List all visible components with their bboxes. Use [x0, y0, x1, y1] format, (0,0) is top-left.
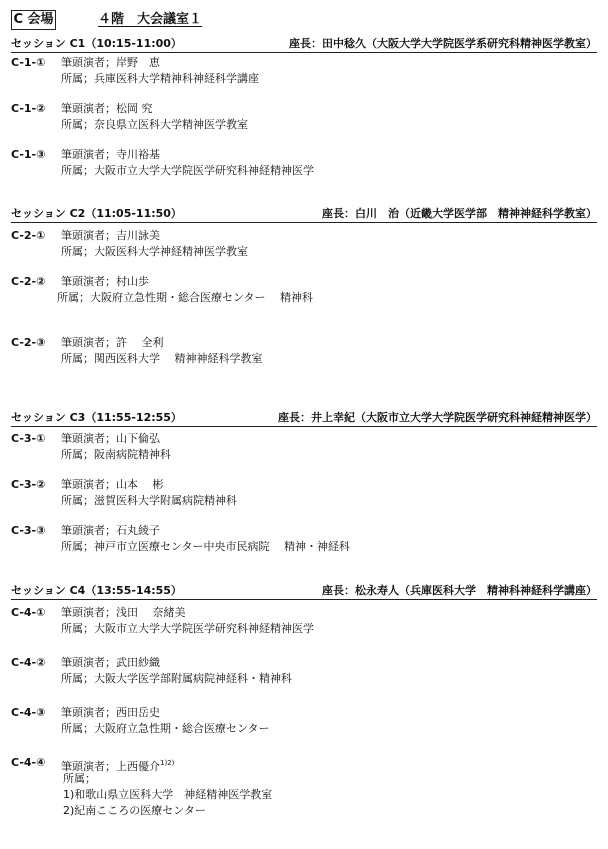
entry-presenter: 筆頭演者；許 全利	[61, 336, 164, 349]
entry-code: C-1-②	[11, 102, 46, 115]
room-title: ４階 大会議室１	[98, 12, 203, 27]
entry-affiliation: 所属；大阪府立急性期・総合医療センター	[61, 722, 270, 735]
venue-label: C 会場	[11, 10, 56, 30]
entry-code: C-4-①	[11, 606, 46, 619]
entry-presenter: 筆頭演者；村山歩	[61, 275, 149, 288]
session-header-c4	[11, 583, 597, 600]
entry-affiliation: 所属；関西医科大学 精神神経科学教室	[61, 352, 263, 365]
entry-code: C-1-③	[11, 148, 46, 161]
entry-affiliation: 所属；大阪市立大学大学院医学研究科神経精神医学	[61, 622, 314, 635]
session-header-c2	[11, 206, 597, 223]
entry-code: C-3-①	[11, 432, 46, 445]
session-header-c1	[11, 36, 597, 53]
session-title: セッション C3（11:55-12:55）	[11, 411, 182, 424]
entry-presenter: 筆頭演者；武田紗織	[61, 656, 160, 669]
entry-code: C-1-①	[11, 56, 46, 69]
entry-affiliation: 所属；阪南病院精神科	[61, 448, 171, 461]
entry-presenter: 筆頭演者；山本 彬	[61, 478, 164, 491]
session-chair: 座長：松永寿人（兵庫医科大学 精神科神経科学講座）	[322, 584, 597, 597]
entry-presenter: 筆頭演者；西田岳史	[61, 706, 160, 719]
entry-code: C-3-③	[11, 524, 46, 537]
entry-presenter: 筆頭演者；岸野 恵	[61, 56, 160, 69]
entry-presenter: 筆頭演者；石丸綾子	[61, 524, 160, 537]
presenter-name: 筆頭演者；上西優介	[61, 760, 160, 773]
session-chair: 座長：白川 治（近畿大学医学部 精神神経科学教室）	[322, 207, 597, 220]
session-title: セッション C4（13:55-14:55）	[11, 584, 182, 597]
entry-code: C-2-①	[11, 229, 46, 242]
entry-code: C-4-④	[11, 756, 46, 769]
entry-code: C-2-③	[11, 336, 46, 349]
entry-presenter: 筆頭演者；松岡 究	[61, 102, 153, 115]
entry-presenter: 筆頭演者；浅田 奈緒美	[61, 606, 186, 619]
session-chair: 座長：田中稔久（大阪大学大学院医学系研究科精神医学教室）	[289, 37, 597, 50]
entry-presenter: 筆頭演者；寺川裕基	[61, 148, 160, 161]
presenter-superscript: 1)2)	[160, 759, 175, 767]
entry-code: C-2-②	[11, 275, 46, 288]
entry-presenter: 筆頭演者；吉川詠美	[61, 229, 160, 242]
session-header-c3	[11, 410, 597, 427]
session-title: セッション C1（10:15-11:00）	[11, 37, 182, 50]
affiliation-line: 2)紀南こころの医療センター	[63, 804, 206, 817]
entry-affiliation: 所属；滋賀医科大学附属病院精神科	[61, 494, 237, 507]
session-chair: 座長：井上幸紀（大阪市立大学大学院医学研究科神経精神医学）	[278, 411, 597, 424]
entry-affiliation: 所属；	[63, 772, 96, 785]
session-title: セッション C2（11:05-11:50）	[11, 207, 182, 220]
entry-code: C-4-③	[11, 706, 46, 719]
entry-code: C-3-②	[11, 478, 46, 491]
entry-presenter: 筆頭演者；山下倫弘	[61, 432, 160, 445]
entry-affiliation: 所属；大阪医科大学神経精神医学教室	[61, 245, 248, 258]
entry-affiliation: 所属；兵庫医科大学精神科神経科学講座	[61, 72, 259, 85]
entry-affiliation: 所属；大阪大学医学部附属病院神経科・精神科	[61, 672, 292, 685]
entry-affiliation: 所属；大阪府立急性期・総合医療センター 精神科	[57, 291, 314, 304]
entry-affiliation: 所属；神戸市立医療センター中央市民病院 精神・神経科	[61, 540, 351, 553]
entry-affiliation: 所属；大阪市立大学大学院医学研究科神経精神医学	[61, 164, 314, 177]
entry-code: C-4-②	[11, 656, 46, 669]
entry-affiliation: 所属；奈良県立医科大学精神医学教室	[61, 118, 248, 131]
affiliation-line: 1)和歌山県立医科大学 神経精神医学教室	[63, 788, 273, 801]
